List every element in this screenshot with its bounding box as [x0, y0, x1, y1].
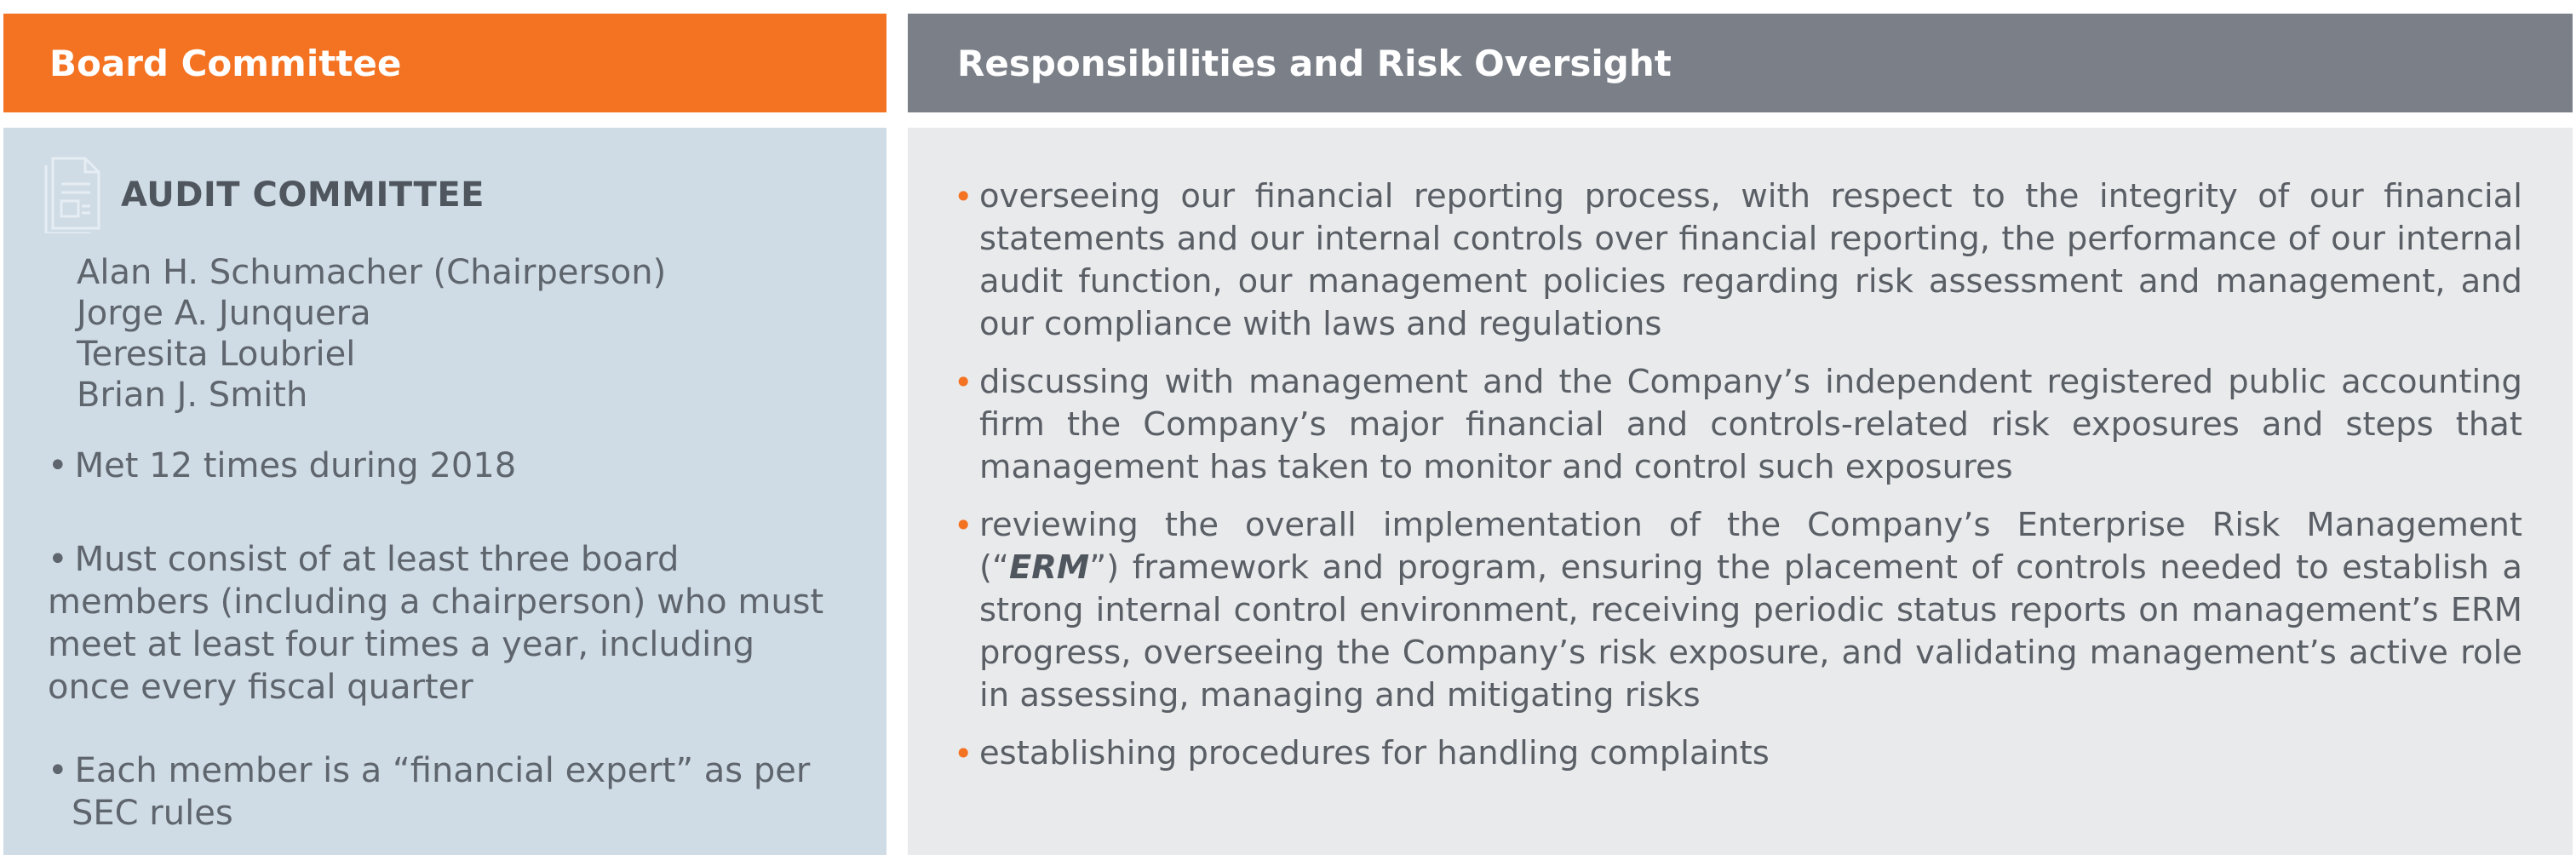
board-committee-header-label: Board Committee: [49, 42, 402, 84]
responsibility-text: establishing procedures for handling complaints: [979, 734, 1770, 772]
committee-fact-text: Each member is a “financial expert” as per SEC rules: [72, 751, 811, 833]
member-name: Alan H. Schumacher (Chairperson): [77, 253, 667, 292]
committee-fact: [48, 445, 840, 487]
document-icon: [34, 152, 102, 233]
responsibilities-list: [954, 175, 2522, 790]
committee-fact: [48, 538, 840, 709]
responsibility-item: [954, 504, 2522, 717]
member-list: [77, 252, 666, 416]
bullet-dot-icon: •: [954, 507, 973, 544]
responsibility-text: discussing with management and the Company’s independent registered public accounting firm the Company’s major financial and controls-related risk exposures and steps that management has taken to monitor and control such exposures: [979, 363, 2522, 486]
responsibility-item: [954, 361, 2522, 489]
bullet-dot-icon: •: [954, 364, 973, 401]
responsibility-item: [954, 175, 2522, 346]
committee-fact-text: Met 12 times during 2018: [74, 446, 517, 485]
erm-emphasis: ERM: [1008, 548, 1090, 587]
responsibility-item: [954, 732, 2522, 775]
bullet-dot-icon: •: [954, 178, 973, 215]
responsibility-text: overseeing our financial reporting process, with respect to the integrity of our financial statements and our internal controls over financial reporting, the performance of our internal audit function, our management policies regarding risk assessment and management, and our compliance with laws and regulations: [979, 177, 2522, 343]
responsibility-text: reviewing the overall implementation of the Company’s Enterprise Risk Management (“: [979, 506, 2522, 587]
responsibilities-panel: [908, 128, 2573, 855]
committee-panel: [3, 128, 886, 855]
committee-fact: [48, 749, 840, 835]
bullet-dot-icon: •: [48, 751, 68, 790]
member-name: Teresita Loubriel: [77, 335, 356, 374]
responsibilities-header: [908, 14, 2573, 112]
bullet-dot-icon: •: [954, 735, 973, 772]
member-name: Jorge A. Junquera: [77, 294, 371, 333]
bullet-dot-icon: •: [48, 446, 68, 485]
responsibility-text: ”) framework and program, ensuring the placement of controls needed to establish a strong internal control environment, receiving periodic status reports on management’s ERM progress, overseeing the Company’s risk exposure, and validating management’s active role in assessing, managing and mitigating risks: [979, 548, 2522, 714]
bullet-dot-icon: •: [48, 540, 68, 579]
committee-fact-text: Must consist of at least three board members (including a chairperson) who must meet at least four times a year, including once every fiscal quarter: [48, 540, 824, 707]
board-committee-header: [3, 14, 886, 112]
responsibilities-header-label: Responsibilities and Risk Oversight: [957, 42, 1672, 84]
committee-title: AUDIT COMMITTEE: [121, 175, 485, 215]
member-name: Brian J. Smith: [77, 376, 308, 415]
